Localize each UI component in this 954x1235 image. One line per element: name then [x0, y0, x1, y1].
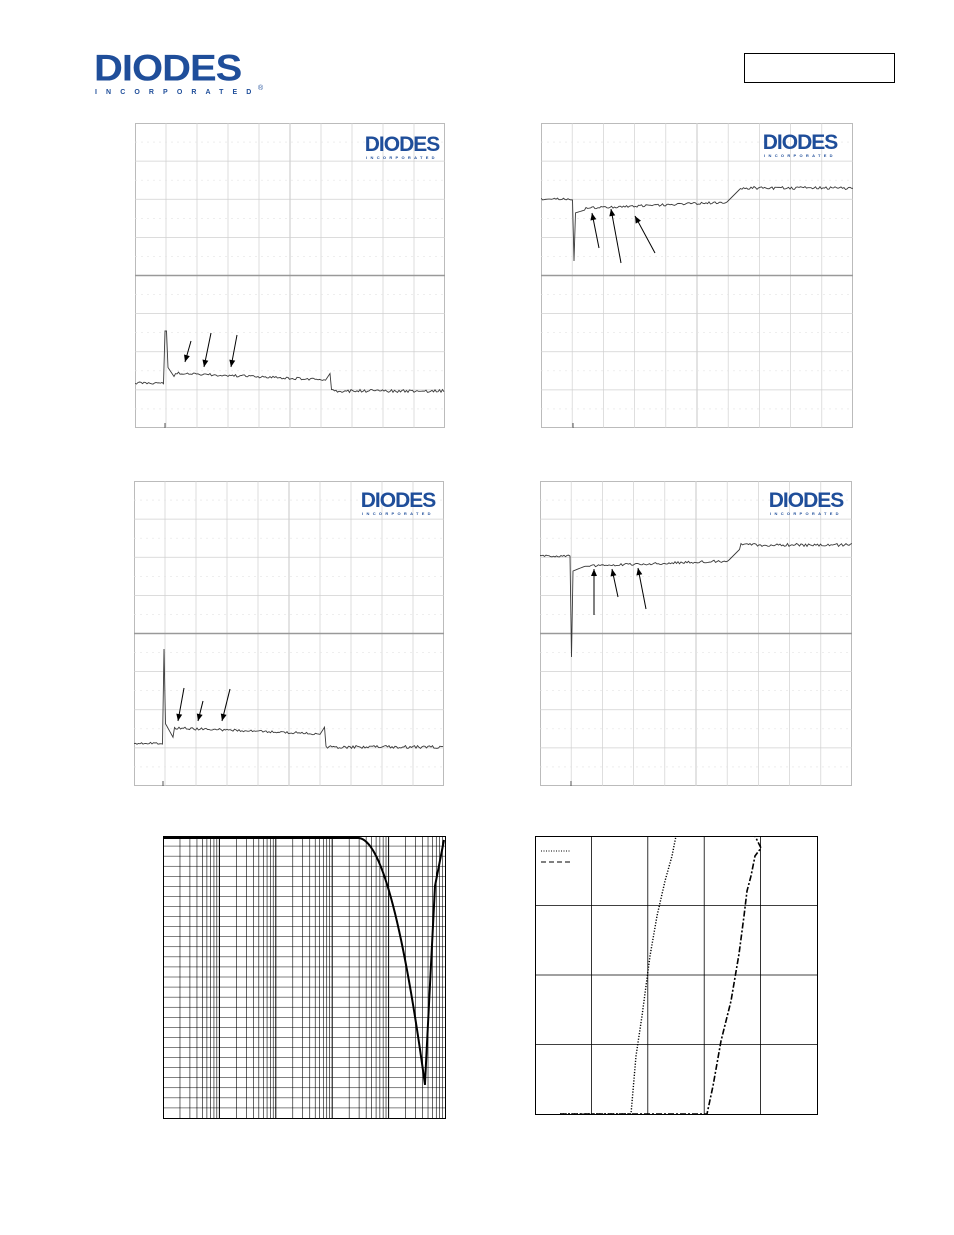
scope-2-svg — [541, 123, 853, 428]
registered-mark: ® — [258, 85, 264, 92]
scope-3-logo: DIODES INCORPORATED — [360, 489, 436, 516]
dual-curve-plot — [535, 836, 819, 1116]
plot-frame — [536, 837, 818, 1115]
scope-1-svg — [135, 123, 445, 428]
part-number-box — [744, 53, 895, 83]
log-frequency-plot — [163, 836, 447, 1120]
scope-3-svg — [134, 481, 444, 786]
scope-2-logo: DIODES INCORPORATED — [762, 131, 838, 158]
scope-1-logo: DIODES INCORPORATED — [364, 133, 440, 160]
scope-capture-4 — [540, 481, 852, 786]
plot-frame — [164, 837, 446, 1119]
log-plot-svg — [163, 836, 447, 1120]
diodes-logo-subtext: INCORPORATED — [95, 89, 261, 96]
scope-4-svg — [540, 481, 852, 786]
diodes-logo: DIODES — [94, 48, 242, 89]
scope-capture-1 — [135, 123, 445, 428]
scope-4-logo: DIODES INCORPORATED — [768, 489, 844, 516]
dual-plot-svg — [535, 836, 819, 1116]
scope-capture-2 — [541, 123, 853, 428]
scope-capture-3 — [134, 481, 444, 786]
